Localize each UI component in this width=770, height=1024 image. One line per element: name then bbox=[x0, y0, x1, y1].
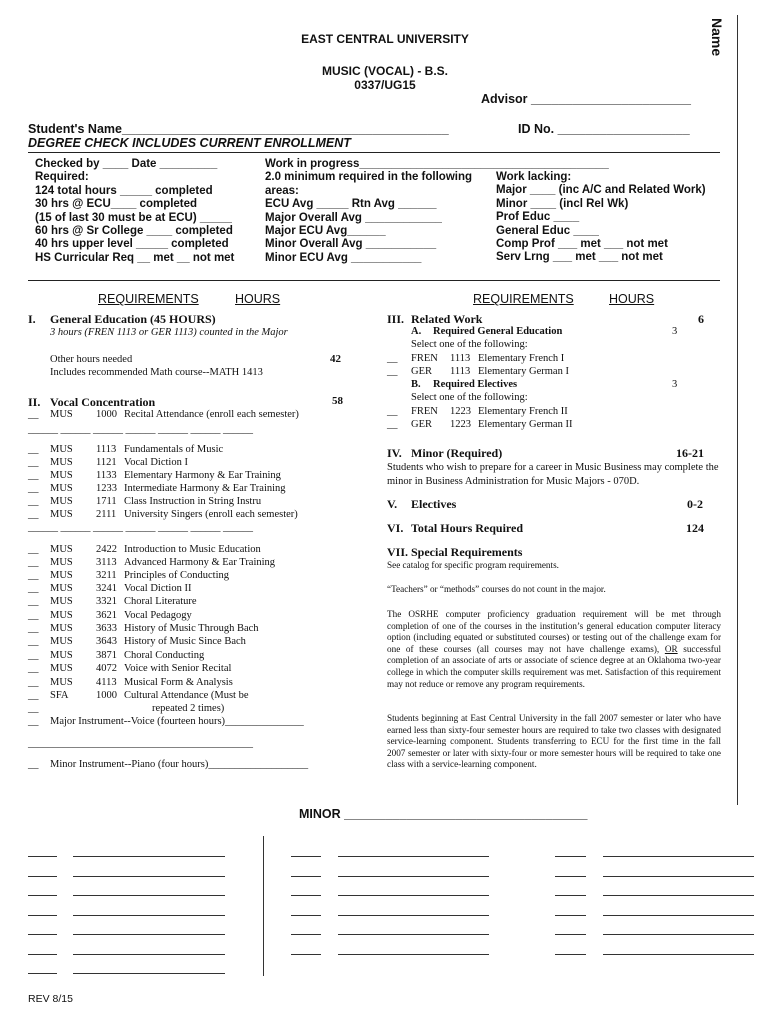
course-checkbox[interactable]: __ bbox=[28, 409, 39, 420]
course-title: Vocal Diction II bbox=[124, 583, 192, 594]
minor-divider bbox=[263, 836, 264, 976]
course-title: Introduction to Music Education bbox=[124, 544, 261, 555]
total-hours-value: 124 bbox=[686, 521, 704, 535]
checklist-line[interactable]: Prof Educ ____ bbox=[496, 211, 580, 224]
service-learning-paragraph: Students beginning at East Central University in the fall 2007 semester or later who have earned less than sixty-four semester hours are required to take two classes with designated service-learning component. Students transferring to ECU for the first time in the fall 2007 semester or later with sixty-four or more semester hours will be required to take one class with a service-learning component. bbox=[387, 713, 721, 770]
minor-course-line[interactable] bbox=[73, 934, 225, 935]
course-title: University Singers (enroll each semester) bbox=[124, 509, 298, 520]
course-dept: GER bbox=[411, 366, 432, 377]
section-number: V. bbox=[387, 497, 398, 511]
course-title: Cultural Attendance (Must be bbox=[124, 690, 249, 701]
course-dept: MUS bbox=[50, 496, 73, 507]
checklist-line[interactable]: ECU Avg _____ Rtn Avg ______ bbox=[265, 198, 437, 211]
minor-course-line[interactable] bbox=[603, 954, 754, 955]
course-checkbox[interactable]: __ bbox=[387, 406, 398, 417]
course-number: 1133 bbox=[96, 470, 117, 481]
special-requirements-title: Special Requirements bbox=[411, 545, 523, 559]
section-number: VII. bbox=[387, 545, 409, 559]
select-note: Select one of the following: bbox=[411, 339, 528, 350]
course-dept: MUS bbox=[50, 663, 73, 674]
minor-check-line[interactable] bbox=[555, 954, 586, 955]
minor-course-line[interactable] bbox=[338, 895, 489, 896]
course-number: 1223 bbox=[450, 419, 471, 430]
minor-course-line[interactable] bbox=[603, 876, 754, 877]
minor-check-line[interactable] bbox=[291, 915, 321, 916]
course-checkbox[interactable]: __ bbox=[28, 570, 39, 581]
vocal-title: Vocal Concentration bbox=[50, 395, 156, 409]
course-checkbox[interactable]: __ bbox=[387, 353, 398, 364]
course-number: 3633 bbox=[96, 623, 117, 634]
section-number: I. bbox=[28, 312, 36, 326]
course-dept: SFA bbox=[50, 690, 69, 701]
course-checkbox[interactable]: __ bbox=[28, 636, 39, 647]
course-title: Recital Attendance (enroll each semester) bbox=[124, 409, 299, 420]
checklist-line[interactable]: Work in progress_______________________________________ bbox=[265, 158, 609, 170]
course-title: Advanced Harmony & Ear Training bbox=[124, 557, 276, 568]
minor-check-line[interactable] bbox=[555, 856, 586, 857]
minor-course-line[interactable] bbox=[338, 856, 489, 857]
osrhe-or: OR bbox=[664, 643, 678, 654]
course-checkbox[interactable]: __ bbox=[28, 509, 39, 520]
osrhe-paragraph bbox=[387, 609, 721, 690]
separator: ______ ______ ______ ______ ______ ______ ______ bbox=[28, 522, 253, 533]
minor-check-line[interactable] bbox=[28, 856, 57, 857]
course-number: 1233 bbox=[96, 483, 117, 494]
minor-check-line[interactable] bbox=[28, 915, 57, 916]
subsection-letter: B. bbox=[411, 379, 421, 390]
course-checkbox[interactable]: __ bbox=[28, 623, 39, 634]
course-title: Vocal Pedagogy bbox=[124, 610, 192, 621]
course-dept: MUS bbox=[50, 570, 73, 581]
minor-check-line[interactable] bbox=[291, 934, 321, 935]
minor-course-line[interactable] bbox=[338, 954, 489, 955]
course-checkbox[interactable]: __ bbox=[28, 610, 39, 621]
course-title: Choral Conducting bbox=[124, 650, 205, 661]
course-title: Intermediate Harmony & Ear Training bbox=[124, 483, 286, 494]
checklist-line[interactable]: Minor ECU Avg ___________ bbox=[265, 251, 422, 264]
course-number: 2111 bbox=[96, 509, 117, 520]
course-dept: MUS bbox=[50, 483, 73, 494]
minor-course-line[interactable] bbox=[338, 934, 489, 935]
checklist-line[interactable]: HS Curricular Req __ met __ not met bbox=[35, 251, 235, 264]
checklist-line[interactable]: Comp Prof ___ met ___ not met bbox=[496, 238, 668, 251]
checklist-line[interactable]: Major ECU Avg______ bbox=[265, 225, 386, 238]
checklist-line[interactable]: Major Overall Avg ____________ bbox=[265, 211, 442, 224]
minor-check-line[interactable] bbox=[291, 895, 321, 896]
section-number: III. bbox=[387, 312, 405, 326]
catalog-note: See catalog for specific program requirements. bbox=[387, 560, 559, 570]
revision-label: REV 8/15 bbox=[28, 993, 73, 1005]
course-title: Principles of Conducting bbox=[124, 570, 229, 581]
course-checkbox[interactable]: __ bbox=[28, 496, 39, 507]
course-checkbox[interactable]: __ bbox=[28, 557, 39, 568]
minor-check-line[interactable] bbox=[555, 934, 586, 935]
minor-hours: 16-21 bbox=[676, 446, 704, 460]
course-dept: MUS bbox=[50, 636, 73, 647]
hours-header-right: HOURS bbox=[609, 292, 655, 306]
extra-line[interactable]: _____________________________________________ bbox=[28, 738, 253, 749]
course-checkbox[interactable]: __ bbox=[28, 759, 39, 770]
checklist-line: 2.0 minimum required in the following bbox=[265, 171, 473, 184]
course-number: 4072 bbox=[96, 663, 117, 674]
course-number: 3643 bbox=[96, 636, 117, 647]
checklist-rule bbox=[28, 280, 720, 281]
other-hours-value: 42 bbox=[330, 353, 341, 365]
course-checkbox[interactable]: __ bbox=[28, 663, 39, 674]
course-checkbox[interactable]: __ bbox=[28, 544, 39, 555]
separator: ______ ______ ______ ______ ______ ______ ______ bbox=[28, 424, 253, 435]
degree-check-note: DEGREE CHECK INCLUDES CURRENT ENROLLMENT bbox=[28, 136, 351, 150]
course-checkbox[interactable]: __ bbox=[28, 703, 39, 714]
course-number: 3113 bbox=[96, 557, 117, 568]
student-name-field[interactable]: Student's Name_______________________________________________ bbox=[28, 122, 449, 136]
course-title: Elementary German II bbox=[478, 419, 573, 430]
checklist-line: Required: bbox=[35, 171, 89, 184]
minor-course-line[interactable] bbox=[338, 876, 489, 877]
course-checkbox[interactable]: __ bbox=[28, 444, 39, 455]
course-number: 3241 bbox=[96, 583, 117, 594]
course-title: Voice with Senior Recital bbox=[124, 663, 232, 674]
minor-check-line[interactable] bbox=[28, 895, 57, 896]
checklist-line[interactable]: (15 of last 30 must be at ECU) _____ bbox=[35, 211, 232, 224]
course-dept: FREN bbox=[411, 353, 438, 364]
header-rule bbox=[28, 152, 720, 153]
checklist-line[interactable]: 30 hrs @ ECU____ completed bbox=[35, 198, 198, 211]
minor-course-line[interactable] bbox=[73, 973, 225, 974]
minor-check-line[interactable] bbox=[28, 973, 57, 974]
vocal-hours: 58 bbox=[332, 395, 343, 407]
requirements-header-right: REQUIREMENTS bbox=[473, 292, 574, 306]
course-number: 1121 bbox=[96, 457, 117, 468]
advisor-field[interactable]: Advisor _______________________ bbox=[481, 92, 691, 106]
course-title: repeated 2 times) bbox=[152, 703, 225, 714]
course-checkbox[interactable]: __ bbox=[28, 677, 39, 688]
name-vertical-label: Name bbox=[709, 18, 725, 57]
university-title: EAST CENTRAL UNIVERSITY bbox=[301, 32, 469, 46]
course-title: History of Music Through Bach bbox=[124, 623, 259, 634]
course-number: 1113 bbox=[450, 353, 471, 364]
checklist-line[interactable]: 124 total hours _____ completed bbox=[35, 184, 213, 197]
checklist-line[interactable]: 40 hrs upper level _____ completed bbox=[35, 238, 229, 251]
course-dept: MUS bbox=[50, 650, 73, 661]
checklist-line[interactable]: General Educ ____ bbox=[496, 224, 599, 237]
teachers-note: “Teachers” or “methods” courses do not count in the major. bbox=[387, 584, 606, 594]
course-title: Class Instruction in String Instru bbox=[124, 496, 262, 507]
course-dept: MUS bbox=[50, 444, 73, 455]
minor-check-line[interactable] bbox=[291, 876, 321, 877]
subsection-letter: A. bbox=[411, 326, 422, 337]
course-dept: GER bbox=[411, 419, 432, 430]
minor-course-line[interactable] bbox=[73, 876, 225, 877]
course-dept: MUS bbox=[50, 544, 73, 555]
course-dept: MUS bbox=[50, 470, 73, 481]
checklist-line[interactable]: 60 hrs @ Sr College ____ completed bbox=[35, 225, 233, 238]
section-number: IV. bbox=[387, 446, 402, 460]
course-number: 3871 bbox=[96, 650, 117, 661]
course-checkbox[interactable]: __ bbox=[28, 470, 39, 481]
course-number: 1000 bbox=[96, 409, 117, 420]
minor-instrument-field[interactable]: Minor Instrument--Piano (four hours)___________________ bbox=[50, 759, 309, 770]
electives-title: Electives bbox=[411, 497, 457, 511]
math-note: Includes recommended Math course--MATH 1413 bbox=[50, 367, 263, 378]
program-title: MUSIC (VOCAL) - B.S. bbox=[322, 64, 448, 78]
id-number-field[interactable]: ID No. ___________________ bbox=[518, 122, 690, 136]
right-margin-rule bbox=[737, 15, 738, 805]
checklist-col3 bbox=[496, 171, 706, 265]
minor-course-line[interactable] bbox=[338, 915, 489, 916]
course-number: 1711 bbox=[96, 496, 117, 507]
minor-course-line[interactable] bbox=[603, 895, 754, 896]
course-checkbox[interactable]: __ bbox=[28, 583, 39, 594]
course-number: 1113 bbox=[96, 444, 117, 455]
checklist-line: Work lacking: bbox=[496, 171, 572, 183]
minor-check-line[interactable] bbox=[555, 915, 586, 916]
total-hours-title: Total Hours Required bbox=[411, 521, 524, 535]
course-title: Choral Literature bbox=[124, 596, 197, 607]
other-hours-label: Other hours needed bbox=[50, 354, 133, 365]
requirements-header-left: REQUIREMENTS bbox=[98, 292, 199, 306]
course-dept: MUS bbox=[50, 677, 73, 688]
required-electives-hours: 3 bbox=[672, 379, 678, 390]
minor-course-line[interactable] bbox=[603, 934, 754, 935]
course-number: 3211 bbox=[96, 570, 117, 581]
minor-check-line[interactable] bbox=[291, 954, 321, 955]
major-instrument-field[interactable]: Major Instrument--Voice (fourteen hours)_______________ bbox=[50, 716, 304, 727]
minor-course-line[interactable] bbox=[73, 915, 225, 916]
minor-check-line[interactable] bbox=[28, 954, 57, 955]
checklist-col1 bbox=[35, 158, 234, 265]
required-gen-ed-title: Required General Education bbox=[433, 326, 563, 337]
course-dept: MUS bbox=[50, 623, 73, 634]
course-number: 4113 bbox=[96, 677, 117, 688]
minor-course-line[interactable] bbox=[603, 915, 754, 916]
checklist-line[interactable]: Serv Lrng ___ met ___ not met bbox=[496, 251, 663, 264]
course-title: Elementary German I bbox=[478, 366, 569, 377]
course-checkbox[interactable]: __ bbox=[28, 457, 39, 468]
program-code: 0337/UG15 bbox=[354, 78, 416, 92]
course-checkbox[interactable]: __ bbox=[387, 366, 398, 377]
course-number: 3621 bbox=[96, 610, 117, 621]
minor-check-line[interactable] bbox=[555, 876, 586, 877]
gen-ed-note: 3 hours (FREN 1113 or GER 1113) counted in the Major bbox=[50, 327, 288, 338]
course-dept: MUS bbox=[50, 583, 73, 594]
course-dept: MUS bbox=[50, 596, 73, 607]
required-gen-ed-hours: 3 bbox=[672, 326, 678, 337]
course-checkbox[interactable]: __ bbox=[28, 690, 39, 701]
course-title: Elementary French II bbox=[478, 406, 568, 417]
course-number: 1000 bbox=[96, 690, 117, 701]
course-dept: MUS bbox=[50, 610, 73, 621]
required-electives-title: Required Electives bbox=[433, 379, 518, 390]
course-number: 3321 bbox=[96, 596, 117, 607]
course-dept: MUS bbox=[50, 509, 73, 520]
minor-check-line[interactable] bbox=[28, 876, 57, 877]
course-checkbox[interactable]: __ bbox=[28, 650, 39, 661]
related-work-hours: 6 bbox=[698, 312, 704, 326]
minor-description: Students who wish to prepare for a career in Music Business may complete the minor in Business Administration for Music Majors - 070D. bbox=[387, 462, 719, 487]
checklist-line[interactable]: Checked by ____ Date _________ bbox=[35, 158, 218, 170]
section-number: VI. bbox=[387, 521, 404, 535]
course-dept: MUS bbox=[50, 457, 73, 468]
electives-hours: 0-2 bbox=[687, 497, 703, 511]
course-number: 1113 bbox=[450, 366, 471, 377]
related-work-title: Related Work bbox=[411, 312, 483, 326]
course-title: Musical Form & Analysis bbox=[124, 677, 233, 688]
course-title: Elementary Harmony & Ear Training bbox=[124, 470, 281, 481]
course-title: Fundamentals of Music bbox=[124, 444, 224, 455]
osrhe-text: The OSRHE computer proficiency graduation requirement will be met through completion of one of the courses in the institution’s general education computer literacy option (including equated or substituted courses) or testing out of the challenge exam for one of these courses (all courses may not have challenge exams), bbox=[387, 609, 721, 654]
course-checkbox[interactable]: __ bbox=[28, 716, 39, 727]
minor-check-line[interactable] bbox=[291, 856, 321, 857]
course-checkbox[interactable]: __ bbox=[28, 483, 39, 494]
minor-course-line[interactable] bbox=[603, 856, 754, 857]
hours-header-left: HOURS bbox=[235, 292, 281, 306]
checklist-line[interactable]: Minor ____ (incl Rel Wk) bbox=[496, 197, 629, 210]
checklist-line: areas: bbox=[265, 184, 299, 197]
minor-check-line[interactable] bbox=[555, 895, 586, 896]
section-number: II. bbox=[28, 395, 41, 409]
minor-course-line[interactable] bbox=[73, 954, 225, 955]
minor-course-line[interactable] bbox=[73, 895, 225, 896]
course-dept: FREN bbox=[411, 406, 438, 417]
course-checkbox[interactable]: __ bbox=[387, 419, 398, 430]
course-title: Vocal Diction I bbox=[124, 457, 188, 468]
minor-course-line[interactable] bbox=[73, 856, 225, 857]
course-title: Elementary French I bbox=[478, 353, 565, 364]
course-dept: MUS bbox=[50, 409, 73, 420]
checklist-line[interactable]: Major ____ (inc A/C and Related Work) bbox=[496, 184, 706, 197]
course-number: 1223 bbox=[450, 406, 471, 417]
course-checkbox[interactable]: __ bbox=[28, 596, 39, 607]
select-note: Select one of the following: bbox=[411, 392, 528, 403]
osrhe-text: successful completion of an associate of arts or associate of science degree at an Oklahoma two-year college in which the computer skills requirement was met. Satisfaction of this requirement may not reduce or remove any program requirements. bbox=[387, 643, 722, 689]
checklist-line[interactable]: Minor Overall Avg ___________ bbox=[265, 238, 437, 251]
minor-check-line[interactable] bbox=[28, 934, 57, 935]
course-dept: MUS bbox=[50, 557, 73, 568]
gen-ed-title: General Education (45 HOURS) bbox=[50, 312, 216, 326]
minor-title: Minor (Required) bbox=[411, 446, 503, 460]
course-title: History of Music Since Bach bbox=[124, 636, 246, 647]
minor-field[interactable]: MINOR ___________________________________ bbox=[299, 807, 588, 821]
course-number: 2422 bbox=[96, 544, 117, 555]
